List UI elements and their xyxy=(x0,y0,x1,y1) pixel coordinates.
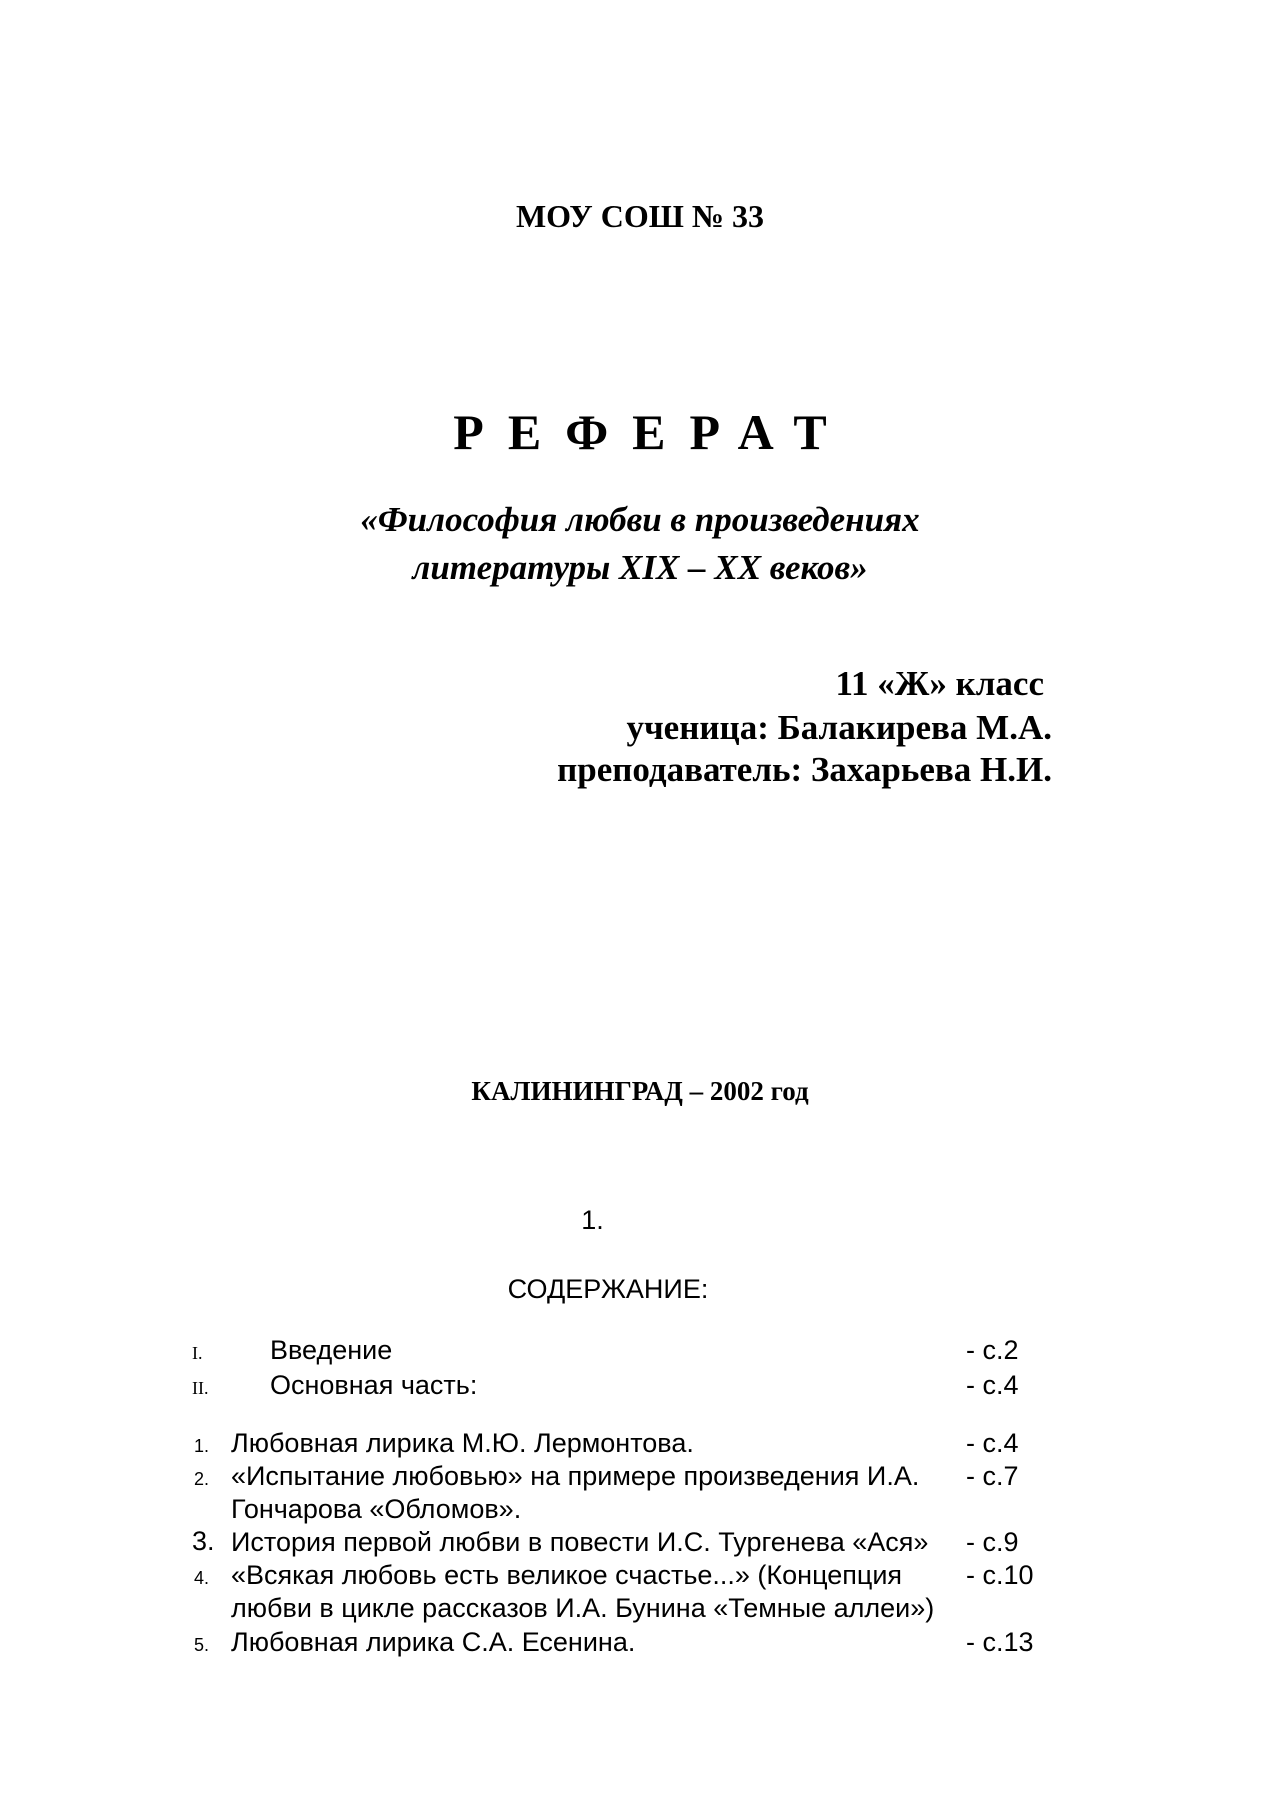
toc-sub-text: «Испытание любовью» на примере произведения И.А. xyxy=(231,1461,920,1491)
toc-sub-text-continued: Гончарова «Обломов». xyxy=(231,1494,522,1524)
toc-main-text: Введение xyxy=(270,1335,393,1365)
toc-sub-page: - с.7 xyxy=(966,1461,1019,1491)
subtitle-line-2: литературы XIX – XX веков» xyxy=(412,548,868,587)
toc-sub-text: История первой любви в повести И.С. Тургенева «Ася» xyxy=(231,1527,929,1557)
toc-sub-text: Любовная лирика М.Ю. Лермонтова. xyxy=(231,1428,694,1458)
toc-sub-page: - с.10 xyxy=(966,1560,1034,1590)
school-name: МОУ СОШ № 33 xyxy=(515,198,765,234)
toc-sub-page: - с.4 xyxy=(966,1428,1019,1458)
teacher-line: преподаватель: Захарьева Н.И. xyxy=(557,750,1052,789)
toc-sub-page: - с.9 xyxy=(966,1527,1019,1557)
page-number: 1. xyxy=(581,1205,604,1235)
toc-sub-text: «Всякая любовь есть великое счастье...» (Концепция xyxy=(231,1560,903,1590)
subtitle-line-1: «Философия любви в произведениях xyxy=(360,500,920,539)
toc-sub-number: 5. xyxy=(194,1635,210,1655)
document-type-title: РЕФЕРАТ xyxy=(453,404,851,460)
toc-sub-text: Любовная лирика С.А. Есенина. xyxy=(231,1627,636,1657)
student-line: ученица: Балакирева М.А. xyxy=(626,708,1052,747)
city-year: КАЛИНИНГРАД – 2002 год xyxy=(471,1076,809,1106)
toc-sub-number: 3. xyxy=(192,1526,215,1556)
class-line: 11 «Ж» класс xyxy=(835,664,1044,703)
toc-sub-text-continued: любви в цикле рассказов И.А. Бунина «Темные аллеи») xyxy=(231,1593,935,1623)
toc-sub-number: 4. xyxy=(194,1568,210,1588)
toc-main-number: II. xyxy=(192,1378,209,1398)
toc-sub-number: 1. xyxy=(194,1436,210,1456)
toc-main-text: Основная часть: xyxy=(270,1370,478,1400)
toc-main-page: - с.2 xyxy=(966,1335,1019,1365)
toc-main-page: - с.4 xyxy=(966,1370,1019,1400)
toc-sub-page: - с.13 xyxy=(966,1627,1034,1657)
toc-sub-number: 2. xyxy=(194,1469,210,1489)
toc-heading: СОДЕРЖАНИЕ: xyxy=(507,1274,709,1304)
toc-main-number: I. xyxy=(192,1343,203,1363)
